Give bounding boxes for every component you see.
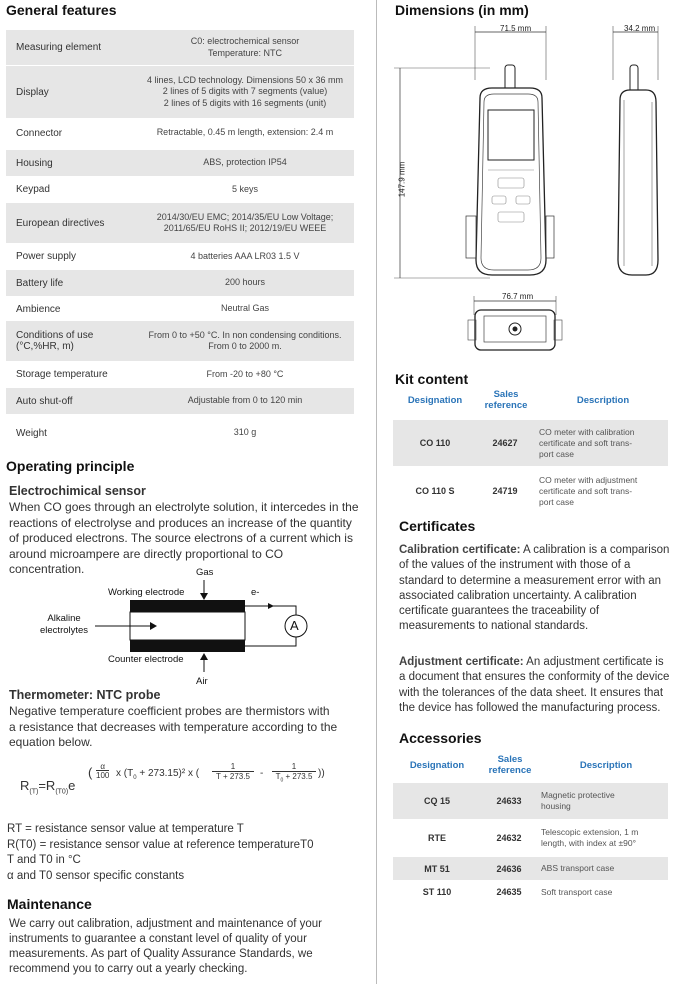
certificates-title: Certificates <box>399 518 476 534</box>
feature-value: Adjustable from 0 to 120 min <box>187 395 303 406</box>
feature-label: Connector <box>16 127 63 139</box>
feature-value: 5 keys <box>231 183 258 194</box>
feature-value: 310 g <box>233 427 257 438</box>
feature-label: Housing <box>16 157 53 169</box>
accessory-designation: MT 51 <box>424 863 450 874</box>
general-features-row <box>6 321 354 361</box>
accessory-row <box>393 881 668 903</box>
feature-value: 2014/30/EU EMC; 2014/35/EU Low Voltage; 2011/65/EU RoHS II; 2012/19/EU WEEE <box>156 211 334 233</box>
legend-line: T and T0 in °C <box>7 854 81 866</box>
feature-value: 4 batteries AAA LR03 1.5 V <box>190 250 300 261</box>
feature-value: ABS, protection IP54 <box>203 157 287 168</box>
ntc-formula: $R_{(T)}=R_{(T0)}e$ ( α 100 x $(T_0 + 273.15)^2$ x ( 1 T + 273.5 - 1 $T_0 + 273.5$ )) <box>20 762 325 796</box>
general-features-row <box>6 30 354 65</box>
feature-value: Retractable, 0.45 m length, extension: 2.4 m <box>156 127 334 138</box>
calibration-certificate-text: Calibration certificate: A calibration is a comparison of the values of the instrument with those of a standard to determine a measurement error with an associated calibration uncertainty. A calibration certificate guarantees the traceability of measurements to national standards. <box>399 544 670 633</box>
maintenance-title: Maintenance <box>7 896 92 912</box>
feature-value: 200 hours <box>224 277 266 288</box>
kit-header-designation: Designation <box>407 395 463 406</box>
electrochemical-diagram <box>0 560 370 690</box>
accessory-description: ABS transport case <box>541 863 615 873</box>
feature-label: Measuring element <box>16 42 102 53</box>
general-features-row <box>6 270 354 296</box>
accessory-description: Magnetic protective housing <box>541 790 615 811</box>
dimensions-title: Dimensions (in mm) <box>395 2 529 18</box>
kit-content-title: Kit content <box>395 371 469 387</box>
dim-base-label: 76.7 mm <box>502 292 534 301</box>
dim-width-label: 71.5 mm <box>500 24 532 33</box>
diagram-alkaline-label: Alkaline electrolytes <box>40 613 89 636</box>
accessory-row <box>393 820 668 856</box>
general-features-row <box>6 388 354 414</box>
feature-value: C0: electrochemical sensor Temperature: NTC <box>190 36 300 58</box>
feature-label: Power supply <box>16 251 77 262</box>
accessory-designation: ST 110 <box>422 887 452 897</box>
ntc-legend <box>7 822 362 884</box>
feature-label: Battery life <box>16 277 64 289</box>
kit-row <box>393 467 668 515</box>
accessory-row <box>393 783 668 819</box>
accessory-designation: RTE <box>428 833 446 843</box>
accessory-reference: 24635 <box>496 887 522 897</box>
feature-label: Weight <box>16 427 47 439</box>
dim-depth-label: 34.2 mm <box>624 24 656 33</box>
feature-label: Display <box>16 86 49 98</box>
accessory-reference: 24636 <box>496 863 522 874</box>
legend-line: α and T0 sensor specific constants <box>7 869 185 882</box>
legend-line: R(T0) = resistance sensor value at reference temperatureT0 <box>7 838 314 851</box>
maintenance-text: We carry out calibration, adjustment and maintenance of your instruments to guarantee a constant level of quality of your measurements. As part of Quality Assurance Standards, we recommend you to carry out a yearly checking. <box>9 918 323 975</box>
general-features-row <box>6 66 354 118</box>
accessory-reference: 24633 <box>496 796 522 806</box>
feature-value: From 0 to +50 °C. In non condensing conditions. From 0 to 2000 m. <box>148 329 342 351</box>
diagram-counter-label: Counter electrode <box>108 654 184 665</box>
electro-sensor-title: Electrochimical sensor <box>9 484 146 498</box>
feature-label: European directives <box>16 217 105 229</box>
dimension-drawing <box>380 20 674 370</box>
general-features-row <box>6 297 354 321</box>
kit-row <box>393 420 668 466</box>
accessory-designation: CQ 15 <box>423 796 450 806</box>
acc-header-designation: Designation <box>409 760 465 771</box>
kit-reference: 24627 <box>492 438 518 448</box>
feature-label: Auto shut-off <box>16 395 73 407</box>
feature-value: 4 lines, LCD technology. Dimensions 50 x 36 mm 2 lines of 5 digits with 7 segments (value) 2 lines of 5 digits with 16 segments (unit) <box>147 74 343 108</box>
feature-label: Keypad <box>16 184 50 195</box>
accessory-reference: 24632 <box>496 833 522 843</box>
accessory-row <box>393 857 668 880</box>
operating-principle-title: Operating principle <box>6 458 135 474</box>
kit-header-description: Description <box>576 395 630 406</box>
diagram-air-label: Air <box>196 676 208 687</box>
ntc-title: Thermometer: NTC probe <box>9 688 161 702</box>
accessories-title: Accessories <box>399 730 482 746</box>
electro-sensor-text: When CO goes through an electrolyte solution, it intercedes in the reactions of electrolyse and produces an increase of the quantity of produced electrons. The source electrons of a current which is around microampere are directly proportional to CO concentration. <box>9 500 359 576</box>
diagram-gas-label: Gas <box>196 567 214 578</box>
diagram-ammeter-symbol: A <box>290 618 299 633</box>
feature-value: Neutral Gas <box>220 303 270 314</box>
kit-description: CO meter with adjustment certificate and soft trans- port case <box>539 474 638 507</box>
general-features-row <box>6 177 354 202</box>
legend-line: RT = resistance sensor value at temperature T <box>7 823 244 835</box>
column-divider <box>376 0 377 984</box>
acc-header-sales: Sales reference <box>488 754 532 776</box>
kit-header-sales: Sales reference <box>484 389 528 411</box>
adjustment-certificate-text: Adjustment certificate: An adjustment certificate is a document that ensures the conformity of the device with the tolerances of the data sheet. It ensures that the device has followed the manufacturing process. <box>399 656 670 714</box>
kit-designation: CO 110 <box>419 438 451 448</box>
feature-label: Conditions of use (°C,%HR, m) <box>16 330 94 352</box>
general-features-title: General features <box>6 2 117 18</box>
general-features-row <box>6 362 354 387</box>
feature-label: Storage temperature <box>16 369 108 380</box>
general-features-row <box>6 119 354 147</box>
general-features-row <box>6 150 354 176</box>
acc-header-description: Description <box>579 760 633 771</box>
diagram-e-label: e- <box>251 587 260 598</box>
feature-value: From -20 to +80 °C <box>206 368 284 379</box>
general-features-row <box>6 244 354 269</box>
feature-label: Ambience <box>16 303 61 315</box>
kit-designation: CO 110 S <box>415 486 455 496</box>
kit-description: CO meter with calibration certificate and soft trans- port case <box>539 426 635 459</box>
kit-reference: 24719 <box>492 486 518 496</box>
accessory-description: Soft transport case <box>541 886 613 897</box>
ntc-text: Negative temperature coefficient probes are thermistors with a resistance that decreases with temperature according to the equation below. <box>9 704 338 749</box>
general-features-row <box>6 415 354 451</box>
accessory-description: Telescopic extension, 1 m length, with index at ±90° <box>541 827 639 848</box>
general-features-row <box>6 203 354 243</box>
dim-height-label: 147.9 mm <box>397 161 407 198</box>
diagram-working-label: Working electrode <box>108 587 185 598</box>
